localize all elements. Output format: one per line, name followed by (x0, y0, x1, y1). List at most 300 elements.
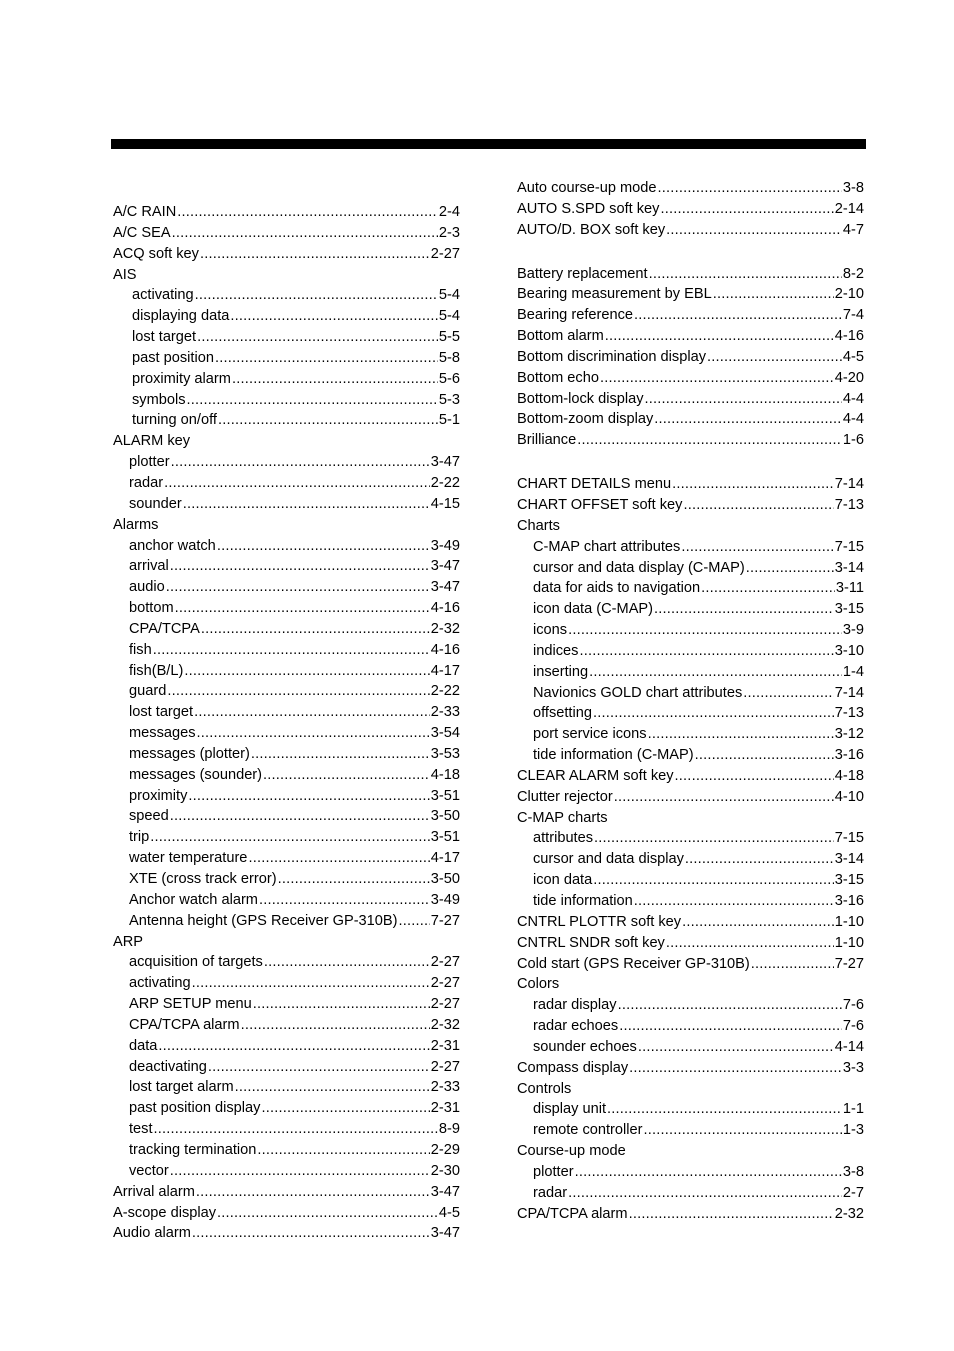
index-entry (517, 558, 864, 579)
dot-leader (618, 995, 842, 1016)
index-entry-page: 3-14 (834, 851, 864, 868)
index-entry (113, 681, 460, 702)
index-heading (113, 431, 460, 452)
index-entry (517, 1183, 864, 1204)
index-entry-page: 2-7 (842, 1184, 864, 1201)
dot-leader (614, 787, 834, 808)
index-entry-page: 2-33 (430, 704, 460, 721)
index-entry-label: Brilliance (517, 432, 577, 449)
index-entry (113, 702, 460, 723)
index-entry (517, 347, 864, 368)
dot-leader (666, 933, 834, 954)
index-entry (517, 474, 864, 495)
index-entry-label: AIS (113, 266, 137, 283)
index-entry (517, 933, 864, 954)
index-entry (517, 766, 864, 787)
index-entry-page: 3-50 (430, 871, 460, 887)
index-entry (113, 410, 460, 431)
index-entry (517, 578, 864, 599)
dot-leader (683, 495, 833, 516)
index-entry (113, 285, 460, 306)
dot-leader (154, 1119, 438, 1140)
index-heading (113, 932, 460, 953)
dot-leader (629, 1204, 834, 1225)
dot-leader (184, 661, 429, 682)
index-entry-page: 2-27 (430, 975, 460, 992)
index-entry-label: display unit (533, 1101, 607, 1118)
index-entry-label: Navionics GOLD chart attributes (533, 684, 743, 701)
index-section-gap (517, 241, 864, 264)
index-entry (113, 1203, 460, 1224)
index-entry-label: radar (129, 474, 164, 491)
index-entry (517, 284, 864, 305)
index-entry-page: 4-7 (842, 221, 864, 238)
index-entry-page: 3-49 (430, 891, 460, 908)
index-entry-label: trip (129, 829, 150, 846)
index-entry (517, 641, 864, 662)
index-entry-label: messages (sounder) (129, 766, 263, 783)
index-entry-page: 3-12 (834, 726, 864, 743)
index-entry-page: 7-6 (842, 1018, 864, 1035)
index-entry-label: activating (129, 975, 191, 992)
index-entry-page: 3-47 (430, 1183, 460, 1200)
dot-leader (172, 223, 438, 244)
index-entry-page: 2-31 (430, 1037, 460, 1054)
index-entry-page: 1-6 (842, 432, 864, 449)
index-entry-page: 8-9 (438, 1121, 460, 1138)
index-entry-label: CPA/TCPA alarm (129, 1016, 240, 1033)
index-entry-page: 4-16 (834, 328, 864, 345)
index-entry (517, 870, 864, 891)
dot-leader (634, 891, 834, 912)
index-entry-label: test (129, 1121, 153, 1138)
index-entry-page: 3-11 (835, 580, 864, 597)
index-entry-page: 3-47 (430, 558, 460, 575)
header-rule (111, 139, 866, 149)
dot-leader (201, 619, 430, 640)
index-entry-page: 2-32 (430, 1016, 460, 1033)
index-entry (113, 619, 460, 640)
index-entry-page: 7-15 (834, 538, 864, 555)
index-entry-page: 7-13 (834, 496, 864, 513)
index-entry-label: radar display (533, 997, 617, 1014)
dot-leader (675, 766, 834, 787)
index-entry-page: 7-27 (430, 912, 460, 929)
index-entry-label: fish (129, 641, 152, 658)
index-entry-page: 5-4 (438, 308, 460, 325)
index-entry-label: icon data (C-MAP) (533, 601, 654, 618)
index-entry-label: ALARM key (113, 433, 191, 450)
dot-leader (218, 410, 438, 431)
index-entry-label: A-scope display (113, 1204, 217, 1221)
index-entry (113, 494, 460, 515)
index-entry-label: Alarms (113, 516, 159, 533)
index-entry (113, 348, 460, 369)
index-entry (517, 1099, 864, 1120)
index-entry-label: past position (132, 349, 214, 366)
index-entry (517, 199, 864, 220)
index-entry-page: 2-27 (430, 954, 460, 971)
index-entry (517, 368, 864, 389)
dot-leader (707, 347, 842, 368)
index-entry-label: ACQ soft key (113, 245, 199, 262)
index-entry (517, 389, 864, 410)
dot-leader (660, 199, 833, 220)
index-entry (517, 220, 864, 241)
index-entry-page: 2-27 (430, 996, 460, 1013)
index-entry-label: Bottom discrimination display (517, 348, 706, 365)
index-entry-label: proximity (129, 787, 188, 804)
index-entry-page: 5-6 (438, 370, 460, 387)
index-entry-label: plotter (533, 1163, 574, 1180)
index-entry (113, 1077, 460, 1098)
index-entry-page: 5-5 (438, 329, 460, 346)
dot-leader (215, 348, 438, 369)
index-entry-page: 3-8 (842, 1163, 864, 1180)
index-entry-label: speed (129, 808, 169, 825)
index-entry (113, 223, 460, 244)
index-entry (517, 724, 864, 745)
dot-leader (251, 744, 430, 765)
index-entry (113, 806, 460, 827)
index-entry-label: CLEAR ALARM soft key (517, 767, 674, 784)
index-entry-label: Bottom-zoom display (517, 411, 654, 428)
dot-leader (217, 1203, 438, 1224)
index-entry (113, 306, 460, 327)
index-entry-label: anchor watch (129, 537, 216, 554)
dot-leader (644, 1120, 842, 1141)
index-entry-page: 3-3 (842, 1059, 864, 1076)
index-entry-label: cursor and data display (533, 851, 684, 868)
index-entry (113, 202, 460, 223)
index-entry-label: icons (533, 622, 568, 639)
dot-leader (593, 870, 834, 891)
index-entry-label: deactivating (129, 1058, 207, 1075)
index-entry (113, 765, 460, 786)
dot-leader (568, 1183, 842, 1204)
index-heading (517, 1141, 864, 1162)
dot-leader (235, 1077, 430, 1098)
index-entry-page: 4-4 (842, 390, 864, 407)
dot-leader (648, 724, 834, 745)
index-column-left (113, 202, 460, 1244)
dot-leader (579, 641, 833, 662)
index-heading (517, 1079, 864, 1100)
index-entry (113, 827, 460, 848)
index-entry-label: Antenna height (GPS Receiver GP-310B) (129, 912, 398, 929)
index-entry-label: Battery replacement (517, 265, 648, 282)
index-entry-page: 4-5 (842, 348, 864, 365)
dot-leader (248, 848, 429, 869)
index-entry-page: 3-51 (430, 829, 460, 846)
index-entry-label: sounder (129, 495, 182, 512)
index-entry (517, 178, 864, 199)
index-entry-page: 5-3 (438, 391, 460, 408)
index-entry (113, 244, 460, 265)
index-entry-page: 3-15 (834, 601, 864, 618)
index-entry (517, 1204, 864, 1225)
index-entry-label: Anchor watch alarm (129, 891, 258, 908)
index-heading (113, 515, 460, 536)
index-entry-label: Bearing measurement by EBL (517, 286, 712, 303)
index-entry (517, 995, 864, 1016)
dot-leader (192, 973, 430, 994)
dot-leader (577, 430, 842, 451)
index-entry-page: 1-4 (842, 663, 864, 680)
index-column-right (517, 178, 864, 1225)
index-entry-page: 2-32 (834, 1205, 864, 1222)
dot-leader (629, 1058, 842, 1079)
index-entry-label: remote controller (533, 1122, 643, 1139)
index-entry-page: 1-10 (834, 934, 864, 951)
index-section-gap (517, 451, 864, 474)
index-entry (517, 1120, 864, 1141)
dot-leader (217, 536, 430, 557)
index-entry-page: 2-4 (438, 204, 460, 220)
index-entry (113, 556, 460, 577)
index-entry (517, 954, 864, 975)
dot-leader (568, 620, 842, 641)
dot-leader (589, 662, 842, 683)
index-entry-label: ARP SETUP menu (129, 996, 252, 1013)
index-entry-page: 3-54 (430, 725, 460, 742)
index-entry-label: AUTO S.SPD soft key (517, 200, 660, 217)
index-entry-label: CHART OFFSET soft key (517, 496, 683, 513)
dot-leader (743, 683, 834, 704)
index-entry-page: 3-16 (834, 747, 864, 764)
dot-leader (701, 578, 835, 599)
index-entry (113, 473, 460, 494)
index-entry (113, 786, 460, 807)
dot-leader (208, 1057, 430, 1078)
index-entry (517, 537, 864, 558)
dot-leader (232, 369, 438, 390)
index-entry-label: CNTRL PLOTTR soft key (517, 913, 682, 930)
index-entry-label: past position display (129, 1100, 261, 1117)
index-entry-page: 3-50 (430, 808, 460, 825)
index-entry (113, 577, 460, 598)
index-entry-label: turning on/off (132, 412, 217, 429)
index-entry-page: 1-1 (842, 1101, 864, 1118)
index-entry (113, 994, 460, 1015)
index-entry-label: Charts (517, 517, 560, 534)
index-entry-label: indices (533, 642, 579, 659)
index-entry (113, 1098, 460, 1119)
index-entry-page: 4-5 (438, 1204, 460, 1221)
dot-leader (600, 368, 834, 389)
index-entry-page: 7-15 (834, 830, 864, 847)
index-entry-label: tide information (C-MAP) (533, 747, 694, 764)
index-entry-page: 3-10 (834, 642, 864, 659)
index-entry-page: 3-14 (834, 559, 864, 576)
index-entry (517, 1016, 864, 1037)
dot-leader (197, 723, 430, 744)
dot-leader (685, 849, 834, 870)
index-entry-page: 4-16 (430, 600, 460, 617)
index-entry-page: 2-29 (430, 1141, 460, 1158)
dot-leader (695, 745, 834, 766)
index-entry-page: 2-22 (430, 683, 460, 700)
dot-leader (253, 994, 430, 1015)
index-entry (517, 703, 864, 724)
index-entry-page: 2-10 (834, 286, 864, 303)
index-entry-page: 7-14 (834, 684, 864, 701)
dot-leader (200, 244, 430, 265)
index-entry-page: 4-18 (430, 766, 460, 783)
dot-leader (171, 452, 430, 473)
index-entry-page: 5-8 (438, 349, 460, 366)
index-entry-page: 3-51 (430, 787, 460, 804)
index-entry-page: 3-47 (430, 579, 460, 596)
index-entry (517, 912, 864, 933)
index-entry-page: 3-47 (430, 1225, 460, 1242)
index-entry-page: 7-4 (842, 307, 864, 324)
index-heading (517, 516, 864, 537)
index-entry-page: 3-8 (842, 180, 864, 196)
index-entry (113, 973, 460, 994)
index-entry-label: proximity alarm (132, 370, 231, 387)
dot-leader (192, 1223, 430, 1244)
index-entry (517, 495, 864, 516)
index-entry-page: 3-9 (842, 622, 864, 639)
index-entry-label: data for aids to navigation (533, 580, 701, 597)
dot-leader (682, 912, 834, 933)
index-entry-page: 3-47 (430, 454, 460, 471)
dot-leader (241, 1015, 430, 1036)
index-entry-label: audio (129, 579, 165, 596)
index-entry-page: 5-4 (438, 287, 460, 304)
index-entry-label: CPA/TCPA (129, 620, 200, 637)
index-entry-page: 4-18 (834, 767, 864, 784)
index-entry-label: acquisition of targets (129, 954, 263, 971)
index-entry-label: Course-up mode (517, 1143, 626, 1160)
index-entry-label: icon data (533, 872, 593, 889)
dot-leader (278, 869, 430, 890)
dot-leader (746, 558, 834, 579)
index-entry (113, 327, 460, 348)
index-entry-label: tracking termination (129, 1141, 257, 1158)
index-entry (517, 1162, 864, 1183)
index-entry (113, 1015, 460, 1036)
index-entry-label: A/C SEA (113, 224, 171, 241)
index-entry (113, 390, 460, 411)
index-entry (113, 1119, 460, 1140)
dot-leader (175, 598, 430, 619)
dot-leader (263, 765, 430, 786)
index-heading (517, 808, 864, 829)
index-entry-label: XTE (cross track error) (129, 871, 277, 887)
index-entry (517, 683, 864, 704)
dot-leader (399, 911, 430, 932)
dot-leader (170, 556, 430, 577)
index-entry-page: 8-2 (842, 265, 864, 282)
index-entry-page: 2-14 (834, 200, 864, 217)
index-entry (113, 1182, 460, 1203)
index-entry-page: 4-15 (430, 495, 460, 512)
index-entry-label: CPA/TCPA alarm (517, 1205, 628, 1222)
dot-leader (619, 1016, 842, 1037)
index-entry (517, 849, 864, 870)
index-entry-page: 2-33 (430, 1079, 460, 1096)
dot-leader (672, 474, 834, 495)
dot-leader (177, 202, 438, 223)
dot-leader (594, 828, 834, 849)
index-entry-label: cursor and data display (C-MAP) (533, 559, 745, 576)
dot-leader (605, 326, 834, 347)
index-entry (517, 1037, 864, 1058)
index-entry-label: Bottom alarm (517, 328, 604, 345)
index-entry-label: CNTRL SNDR soft key (517, 934, 665, 951)
index-entry (113, 598, 460, 619)
index-entry-page: 7-6 (842, 997, 864, 1014)
index-entry (113, 536, 460, 557)
dot-leader (170, 1161, 430, 1182)
index-entry-label: lost target alarm (129, 1079, 234, 1096)
index-entry (113, 1161, 460, 1182)
index-entry-page: 7-13 (834, 705, 864, 722)
dot-leader (713, 284, 834, 305)
index-entry (517, 326, 864, 347)
dot-leader (634, 305, 842, 326)
index-entry-label: attributes (533, 830, 594, 847)
dot-leader (167, 681, 429, 702)
index-entry-page: 3-16 (834, 893, 864, 909)
index-entry (113, 369, 460, 390)
dot-leader (645, 389, 842, 410)
index-entry-label: CHART DETAILS menu (517, 476, 672, 493)
index-entry-label: vector (129, 1162, 169, 1179)
index-entry-label: guard (129, 683, 167, 700)
dot-leader (170, 806, 430, 827)
index-entry (113, 869, 460, 890)
dot-leader (751, 954, 834, 975)
index-entry-label: displaying data (132, 308, 230, 325)
index-entry-label: Controls (517, 1080, 572, 1097)
index-entry (113, 1036, 460, 1057)
index-entry (113, 744, 460, 765)
index-entry (517, 891, 864, 912)
index-entry (517, 745, 864, 766)
index-heading (517, 974, 864, 995)
index-entry (113, 911, 460, 932)
index-entry-label: lost target (129, 704, 194, 721)
index-entry-label: symbols (132, 391, 186, 408)
index-entry-label: Bottom echo (517, 369, 599, 386)
index-entry-label: C-MAP charts (517, 809, 608, 826)
index-entry (517, 264, 864, 285)
dot-leader (257, 1140, 429, 1161)
dot-leader (575, 1162, 842, 1183)
index-entry-page: 4-17 (430, 662, 460, 679)
dot-leader (196, 1182, 430, 1203)
index-entry-label: Arrival alarm (113, 1183, 195, 1200)
index-entry (113, 661, 460, 682)
index-entry (113, 848, 460, 869)
index-entry-label: C-MAP chart attributes (533, 538, 681, 555)
index-entry-page: 1-3 (842, 1122, 864, 1139)
index-entry-label: bottom (129, 600, 174, 617)
dot-leader (150, 827, 430, 848)
index-entry-label: Bearing reference (517, 307, 634, 324)
index-entry-label: offsetting (533, 705, 592, 722)
index-entry-page: 2-27 (430, 245, 460, 262)
index-entry (113, 640, 460, 661)
index-entry (113, 890, 460, 911)
index-entry-label: port service icons (533, 726, 647, 743)
index-entry-label: Bottom-lock display (517, 390, 644, 407)
index-entry-page: 4-4 (842, 411, 864, 428)
dot-leader (261, 1098, 429, 1119)
